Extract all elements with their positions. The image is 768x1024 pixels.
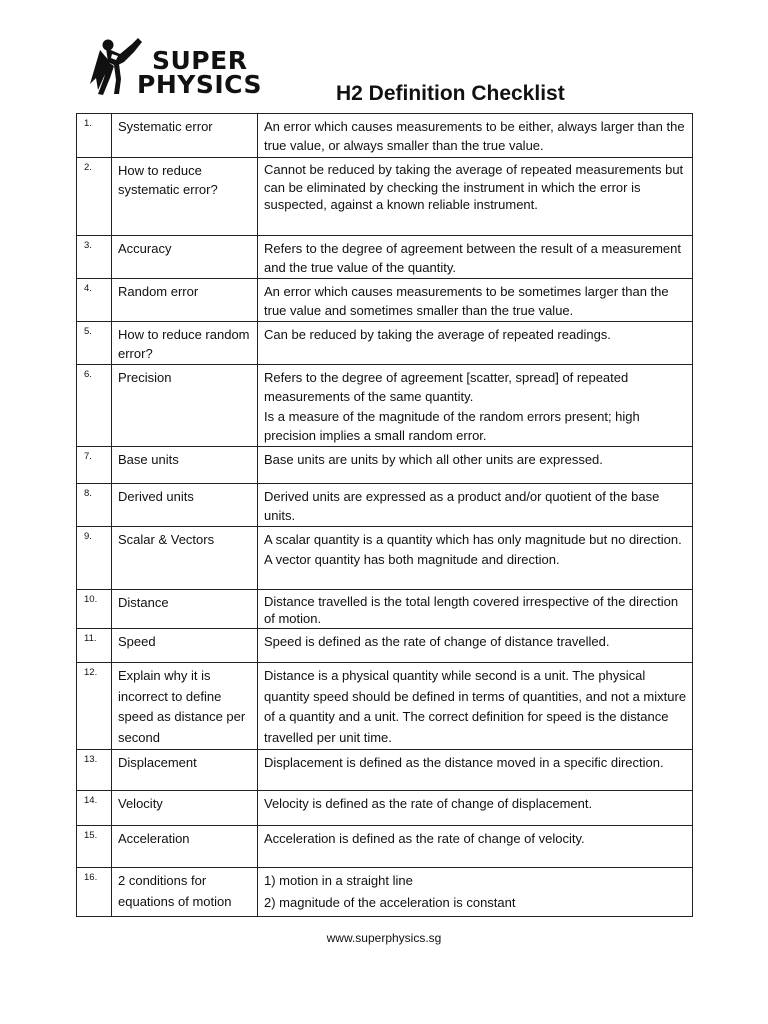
row-number: 16. [77,868,112,917]
row-number: 12. [77,663,112,750]
page-title: H2 Definition Checklist [336,82,565,105]
table-row [77,365,693,447]
row-definition [258,868,693,917]
table-row [77,629,693,663]
row-definition [258,447,693,484]
table-row [77,590,693,629]
definition-text: Velocity is defined as the rate of change of displacement. [264,796,593,811]
row-number: 7. [77,447,112,484]
table-row [77,114,693,158]
definition-text: Distance travelled is the total length covered irrespective of the direction of motion. [264,594,679,626]
row-number: 10. [77,590,112,629]
definition-text: Acceleration is defined as the rate of change of velocity. [264,831,585,846]
row-number: 1. [77,114,112,158]
definition-text: 2) magnitude of the acceleration is constant [264,894,516,910]
table-row [77,158,693,236]
row-definition [258,629,693,663]
table-row [77,236,693,279]
definition-text: Base units are units by which all other units are expressed. [264,452,603,467]
row-number: 11. [77,629,112,663]
row-definition [258,750,693,791]
row-term: How to reduce systematic error? [112,158,258,236]
definition-text: Refers to the degree of agreement [scatter, spread] of repeated measurements of the same quantity. [264,370,629,404]
definition-text: An error which causes measurements to be sometimes larger than the true value and sometimes smaller than the true value. [264,284,669,318]
row-term: Explain why it is incorrect to define speed as distance per second [112,663,258,750]
definition-text: 1) motion in a straight line [264,873,413,888]
row-number: 5. [77,322,112,365]
row-term: Speed [112,629,258,663]
row-definition [258,527,693,590]
row-term: Random error [112,279,258,322]
row-term: Distance [112,590,258,629]
row-number: 9. [77,527,112,590]
row-definition [258,484,693,527]
row-definition [258,791,693,826]
table-row [77,527,693,590]
row-term: Velocity [112,791,258,826]
row-term: Base units [112,447,258,484]
table-row [77,826,693,868]
table-row [77,791,693,826]
row-definition [258,322,693,365]
row-term: Accuracy [112,236,258,279]
table-row [77,484,693,527]
definition-text: An error which causes measurements to be either, always larger than the true value, or always smaller than the true value. [264,119,685,153]
row-term: Scalar & Vectors [112,527,258,590]
row-term: Derived units [112,484,258,527]
row-number: 4. [77,279,112,322]
row-number: 8. [77,484,112,527]
row-number: 6. [77,365,112,447]
definition-text: Speed is defined as the rate of change of distance travelled. [264,634,610,649]
table-row [77,279,693,322]
row-number: 2. [77,158,112,236]
row-definition [258,663,693,750]
row-term: Systematic error [112,114,258,158]
logo-text-physics: PHYSICS [137,70,262,99]
definition-text: A scalar quantity is a quantity which has only magnitude but no direction. [264,532,682,547]
row-definition [258,158,693,236]
row-definition [258,826,693,868]
table-row [77,663,693,750]
table-row [77,750,693,791]
row-definition [258,590,693,629]
footer-url: www.superphysics.sg [326,931,442,945]
row-term: Displacement [112,750,258,791]
definition-text: Derived units are expressed as a product and/or quotient of the base units. [264,489,660,523]
table-row [77,322,693,365]
definition-text: Displacement is defined as the distance moved in a specific direction. [264,755,664,770]
row-definition [258,279,693,322]
row-definition [258,114,693,158]
definition-text: A vector quantity has both magnitude and direction. [264,552,560,567]
definition-text: Is a measure of the magnitude of the random errors present; high precision implies a small random error. [264,409,640,443]
definition-text: Can be reduced by taking the average of repeated readings. [264,327,611,342]
row-definition [258,365,693,447]
row-term: Acceleration [112,826,258,868]
definition-table [76,113,693,917]
row-number: 3. [77,236,112,279]
row-term: 2 conditions for equations of motion [112,868,258,917]
row-number: 15. [77,826,112,868]
row-number: 14. [77,791,112,826]
definition-text: Cannot be reduced by taking the average of repeated measurements but can be eliminated by checking the instrument in which the error is suspected, against a known reliable instrument. [264,162,684,212]
definition-text: Refers to the degree of agreement between the result of a measurement and the true value of the quantity. [264,241,681,275]
row-term: How to reduce random error? [112,322,258,365]
row-definition [258,236,693,279]
definition-text: Distance is a physical quantity while second is a unit. The physical quantity speed should be defined in terms of quantities, and not a mixture of a quantity and a unit. The correct definition for speed is the distance travelled per unit time. [264,668,687,745]
table-row [77,868,693,917]
logo-text-super: SUPER [152,46,248,75]
row-number: 13. [77,750,112,791]
row-term: Precision [112,365,258,447]
super-physics-logo [86,28,262,100]
table-row [77,447,693,484]
